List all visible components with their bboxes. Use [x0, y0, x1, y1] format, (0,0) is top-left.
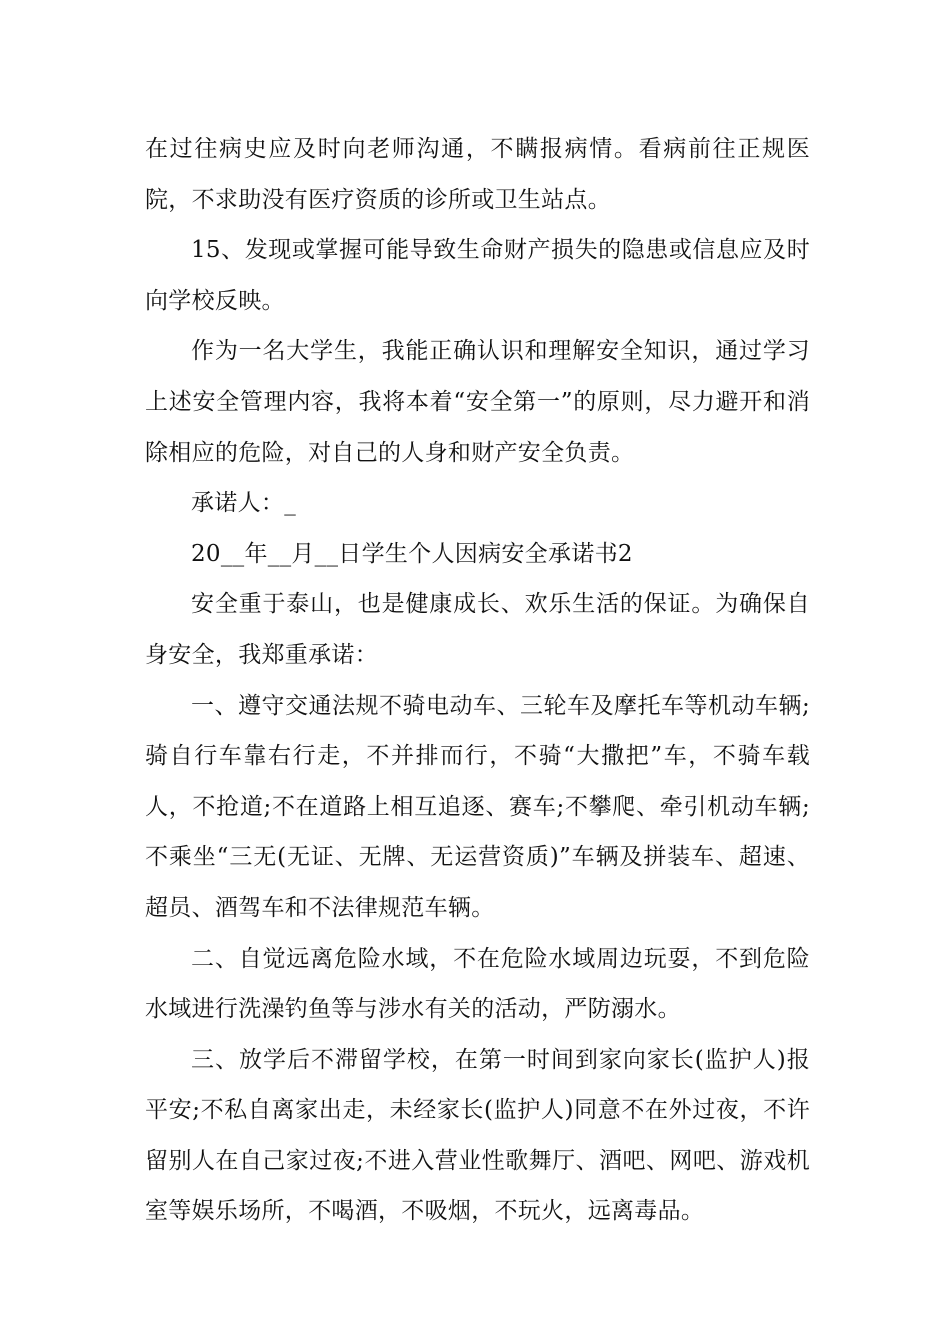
paragraph-8: 二、自觉远离危险水域，不在危险水域周边玩耍，不到危险水域进行洗澡钓鱼等与涉水有关的活动，严防溺水。 [145, 945, 810, 1023]
paragraph-6: 安全重于泰山，也是健康成长、欢乐生活的保证。为确保自身安全，我郑重承诺： [145, 591, 810, 668]
document-body [145, 124, 810, 1237]
paragraph-9: 三、放学后不滞留学校，在第一时间到家向家长(监护人)报平安;不私自离家出走，未经家长(监护人)同意不在外过夜，不许留别人在自己家过夜;不进入营业性歌舞厅、酒吧、网吧、游戏机室等娱乐场所，不喝酒，不吸烟，不玩火，远离毒品。 [145, 1046, 810, 1225]
signature-line: 承诺人：_ [191, 490, 296, 517]
date-title-line: 20__年__月__日学生个人因病安全承诺书2 [191, 540, 633, 567]
paragraph-2: 15、发现或掌握可能导致生命财产损失的隐患或信息应及时向学校反映。 [145, 237, 810, 314]
paragraph-1: 在过往病史应及时向老师沟通，不瞒报病情。看病前往正规医院，不求助没有医疗资质的诊所或卫生站点。 [145, 136, 810, 213]
paragraph-7: 一、遵守交通法规不骑电动车、三轮车及摩托车等机动车辆;骑自行车靠右行走，不并排而行，不骑“大撒把”车，不骑车载人，不抢道;不在道路上相互追逐、赛车;不攀爬、牵引机动车辆;不乘坐“三无(无证、无牌、无运营资质)”车辆及拼装车、超速、超员、酒驾车和不法律规范车辆。 [145, 692, 810, 921]
paragraph-3: 作为一名大学生，我能正确认识和理解安全知识，通过学习上述安全管理内容，我将本着“安全第一”的原则，尽力避开和消除相应的危险，对自己的人身和财产安全负责。 [145, 338, 810, 466]
